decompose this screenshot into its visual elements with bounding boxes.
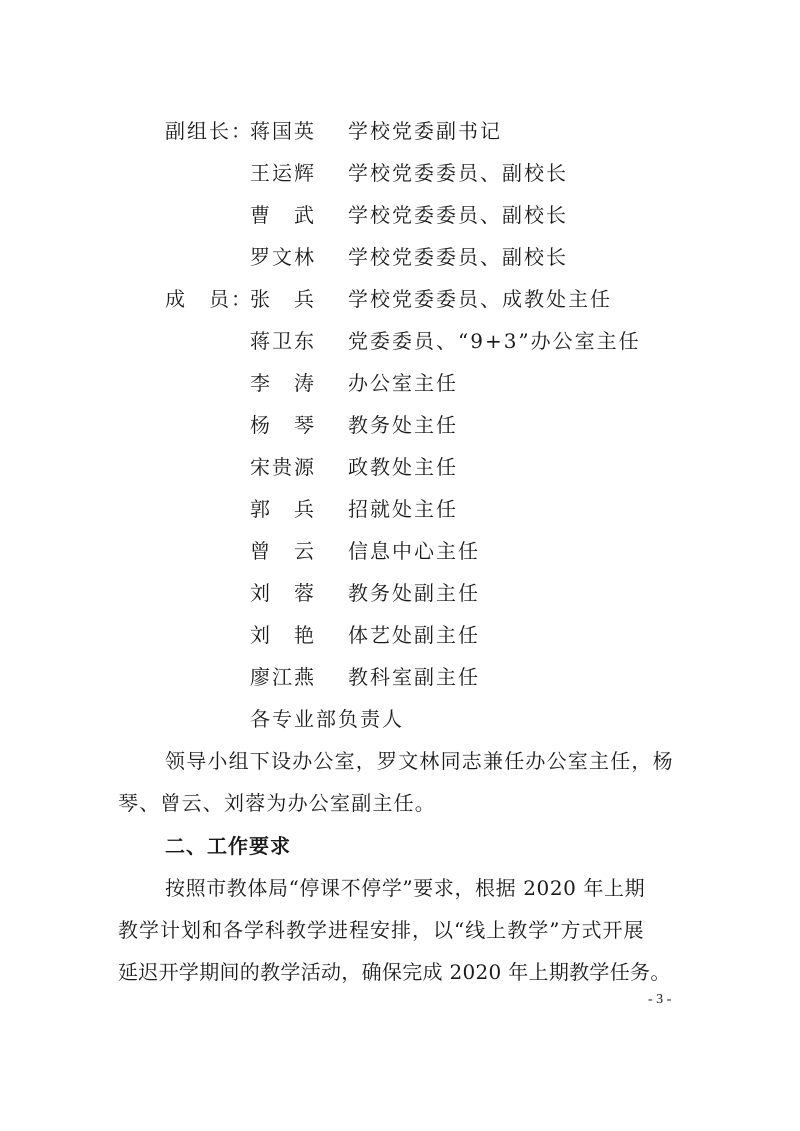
member-name: 李 涛 (250, 371, 316, 395)
member-title: 招就处主任 (348, 497, 458, 521)
member-title: 学校党委委员、副校长 (348, 245, 568, 269)
member-title: 教务处副主任 (348, 581, 480, 605)
member-name: 王运辉 (250, 161, 316, 185)
requirement-paragraph-line-2: 教学计划和各学科教学进程安排，以“线上教学”方式开展 (118, 918, 645, 942)
member-name: 蒋国英 (250, 119, 316, 143)
member-title: 学校党委副书记 (348, 119, 502, 143)
member-title: 教务处主任 (348, 413, 458, 437)
member-name: 刘 艳 (250, 623, 316, 647)
member-name: 罗文林 (250, 245, 316, 269)
member-title: 学校党委委员、副校长 (348, 203, 568, 227)
member-title: 教科室副主任 (348, 665, 480, 689)
member-title: 政教处主任 (348, 455, 458, 479)
page-number: - 3 - (648, 992, 672, 1007)
member-title: 办公室主任 (348, 371, 458, 395)
member-name: 刘 蓉 (250, 581, 316, 605)
member-name: 郭 兵 (250, 497, 316, 521)
member-title: 学校党委委员、成教处主任 (348, 287, 612, 311)
vice-leader-label: 副组长： (165, 119, 253, 143)
member-name: 杨 琴 (250, 413, 316, 437)
requirement-paragraph-line-1: 按照市教体局“停课不停学”要求，根据 2020 年上期 (165, 876, 646, 900)
member-title: 党委委员、“9+3”办公室主任 (348, 329, 641, 353)
members-label: 成 员： (165, 287, 253, 311)
member-name: 曾 云 (250, 539, 316, 563)
member-name: 宋贵源 (250, 455, 316, 479)
requirement-paragraph-line-3: 延迟开学期间的教学活动，确保完成 2020 年上期教学任务。 (118, 960, 671, 984)
member-title: 信息中心主任 (348, 539, 480, 563)
member-name: 蒋卫东 (250, 329, 316, 353)
member-name: 廖江燕 (250, 665, 316, 689)
last-member: 各专业部负责人 (250, 707, 404, 731)
member-title: 体艺处副主任 (348, 623, 480, 647)
office-paragraph-line-2: 琴、曾云、刘蓉为办公室副主任。 (118, 791, 436, 815)
office-paragraph-line-1: 领导小组下设办公室，罗文林同志兼任办公室主任，杨 (165, 749, 674, 773)
member-title: 学校党委委员、副校长 (348, 161, 568, 185)
section-heading: 二、工作要求 (165, 834, 291, 858)
member-name: 曹 武 (250, 203, 316, 227)
member-name: 张 兵 (250, 287, 316, 311)
